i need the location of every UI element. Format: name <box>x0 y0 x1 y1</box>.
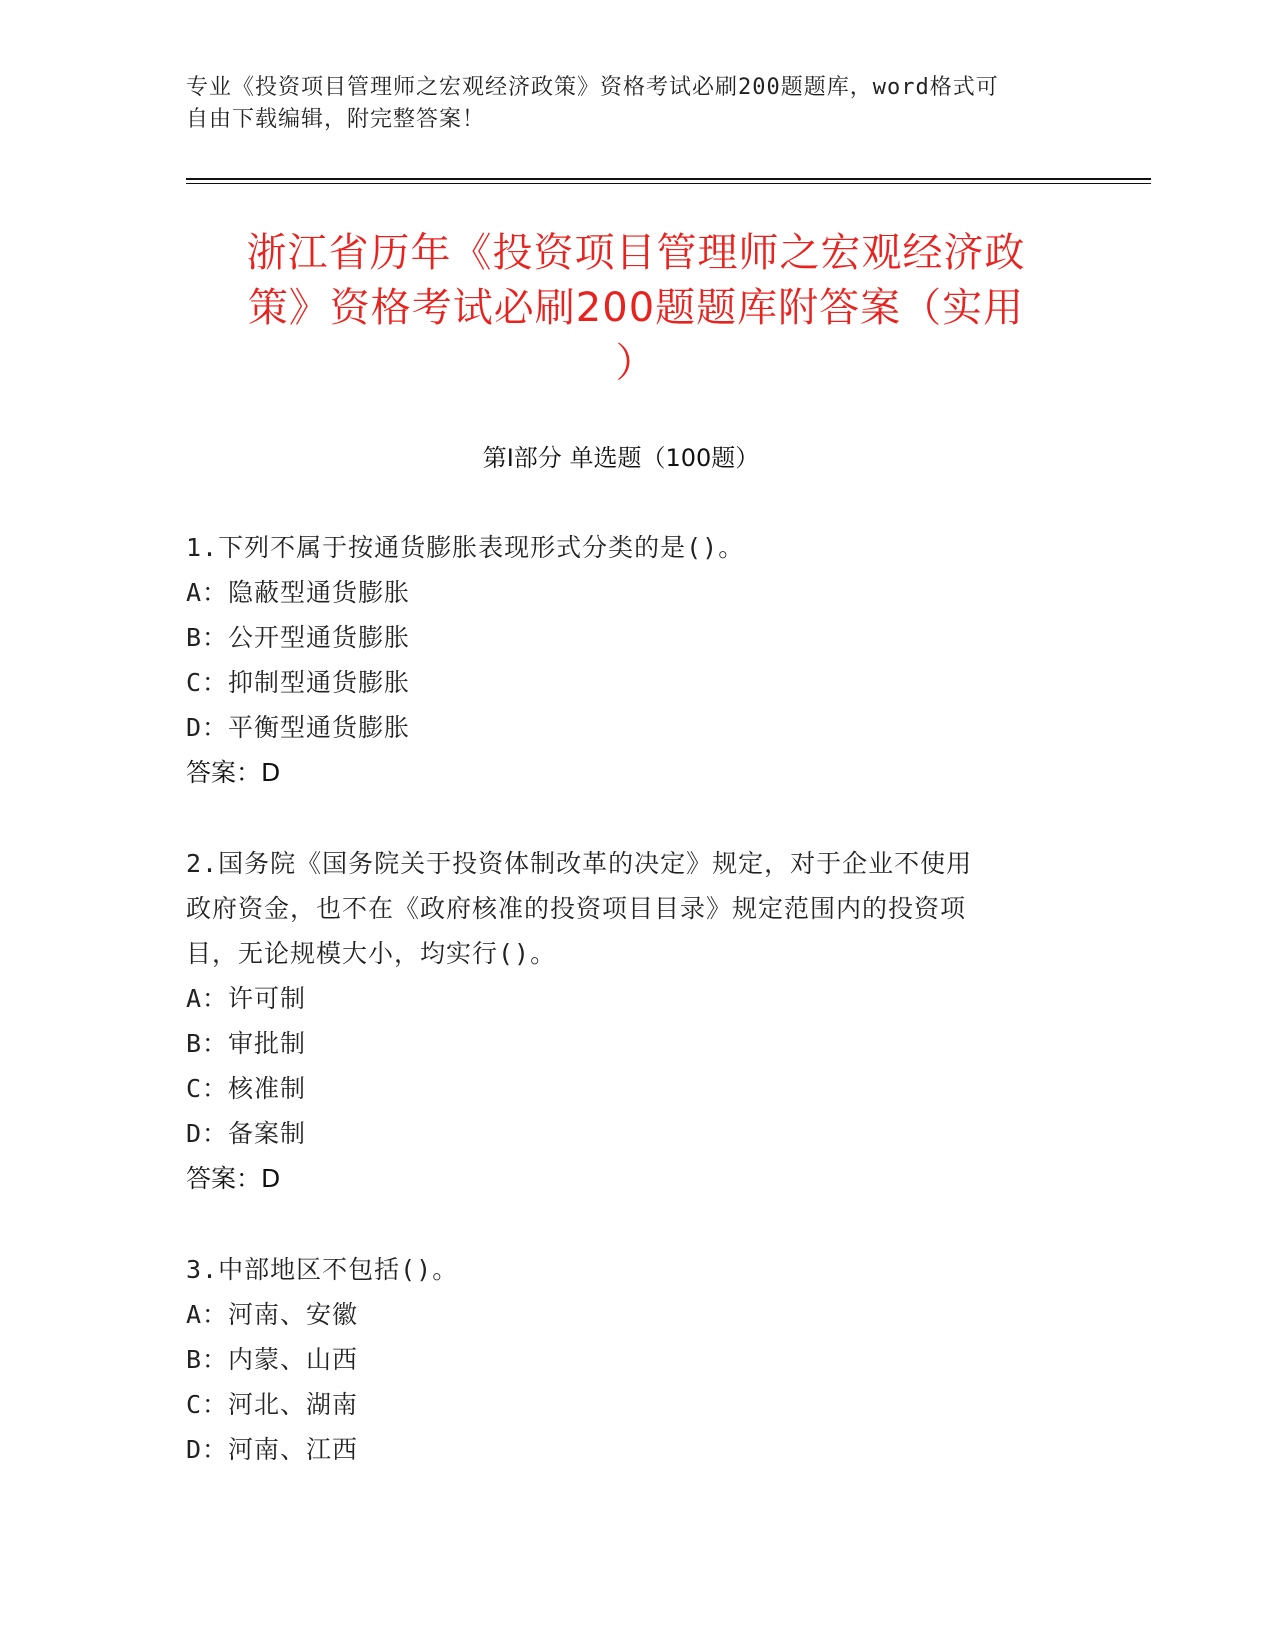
header-divider-thin <box>186 183 1151 184</box>
option-c: C：核准制 <box>186 1074 307 1103</box>
answer-text: 答案：D <box>186 758 281 787</box>
question-list <box>186 525 1066 1518</box>
title-line: 策》资格考试必刷200题题库附答案（实用 <box>247 285 1025 331</box>
option-d: D：平衡型通货膨胀 <box>186 713 411 742</box>
option-a: A：隐蔽型通货膨胀 <box>186 578 411 607</box>
question-text: 2.国务院《国务院关于投资体制改革的决定》规定，对于企业不使用 <box>186 849 973 878</box>
document-title <box>186 226 1086 391</box>
option-b: B：公开型通货膨胀 <box>186 623 411 652</box>
intro-line: 自由下载编辑，附完整答案！ <box>186 107 486 132</box>
option-a: A：许可制 <box>186 984 307 1013</box>
question-text: 目，无论规模大小，均实行()。 <box>186 939 557 968</box>
question-item <box>186 841 1066 1201</box>
question-item <box>186 1247 1066 1472</box>
option-a: A：河南、安徽 <box>186 1300 359 1329</box>
option-d: D：河南、江西 <box>186 1435 359 1464</box>
question-text: 政府资金，也不在《政府核准的投资项目目录》规定范围内的投资项 <box>186 894 967 923</box>
title-line: ） <box>615 340 657 386</box>
question-text: 1.下列不属于按通货膨胀表现形式分类的是()。 <box>186 533 745 562</box>
title-line: 浙江省历年《投资项目管理师之宏观经济政 <box>246 230 1026 276</box>
intro-line: 专业《投资项目管理师之宏观经济政策》资格考试必刷200题题库，word格式可 <box>186 75 999 100</box>
option-c: C：抑制型通货膨胀 <box>186 668 411 697</box>
option-b: B：审批制 <box>186 1029 307 1058</box>
question-text: 3.中部地区不包括()。 <box>186 1255 459 1284</box>
section-heading: 第Ⅰ部分 单选题（100题） <box>482 444 760 472</box>
answer-text: 答案：D <box>186 1164 281 1193</box>
option-b: B：内蒙、山西 <box>186 1345 359 1374</box>
option-d: D：备案制 <box>186 1119 307 1148</box>
option-c: C：河北、湖南 <box>186 1390 359 1419</box>
question-item <box>186 525 1066 795</box>
header-divider-thick <box>186 178 1151 180</box>
intro-paragraph <box>186 72 1056 136</box>
